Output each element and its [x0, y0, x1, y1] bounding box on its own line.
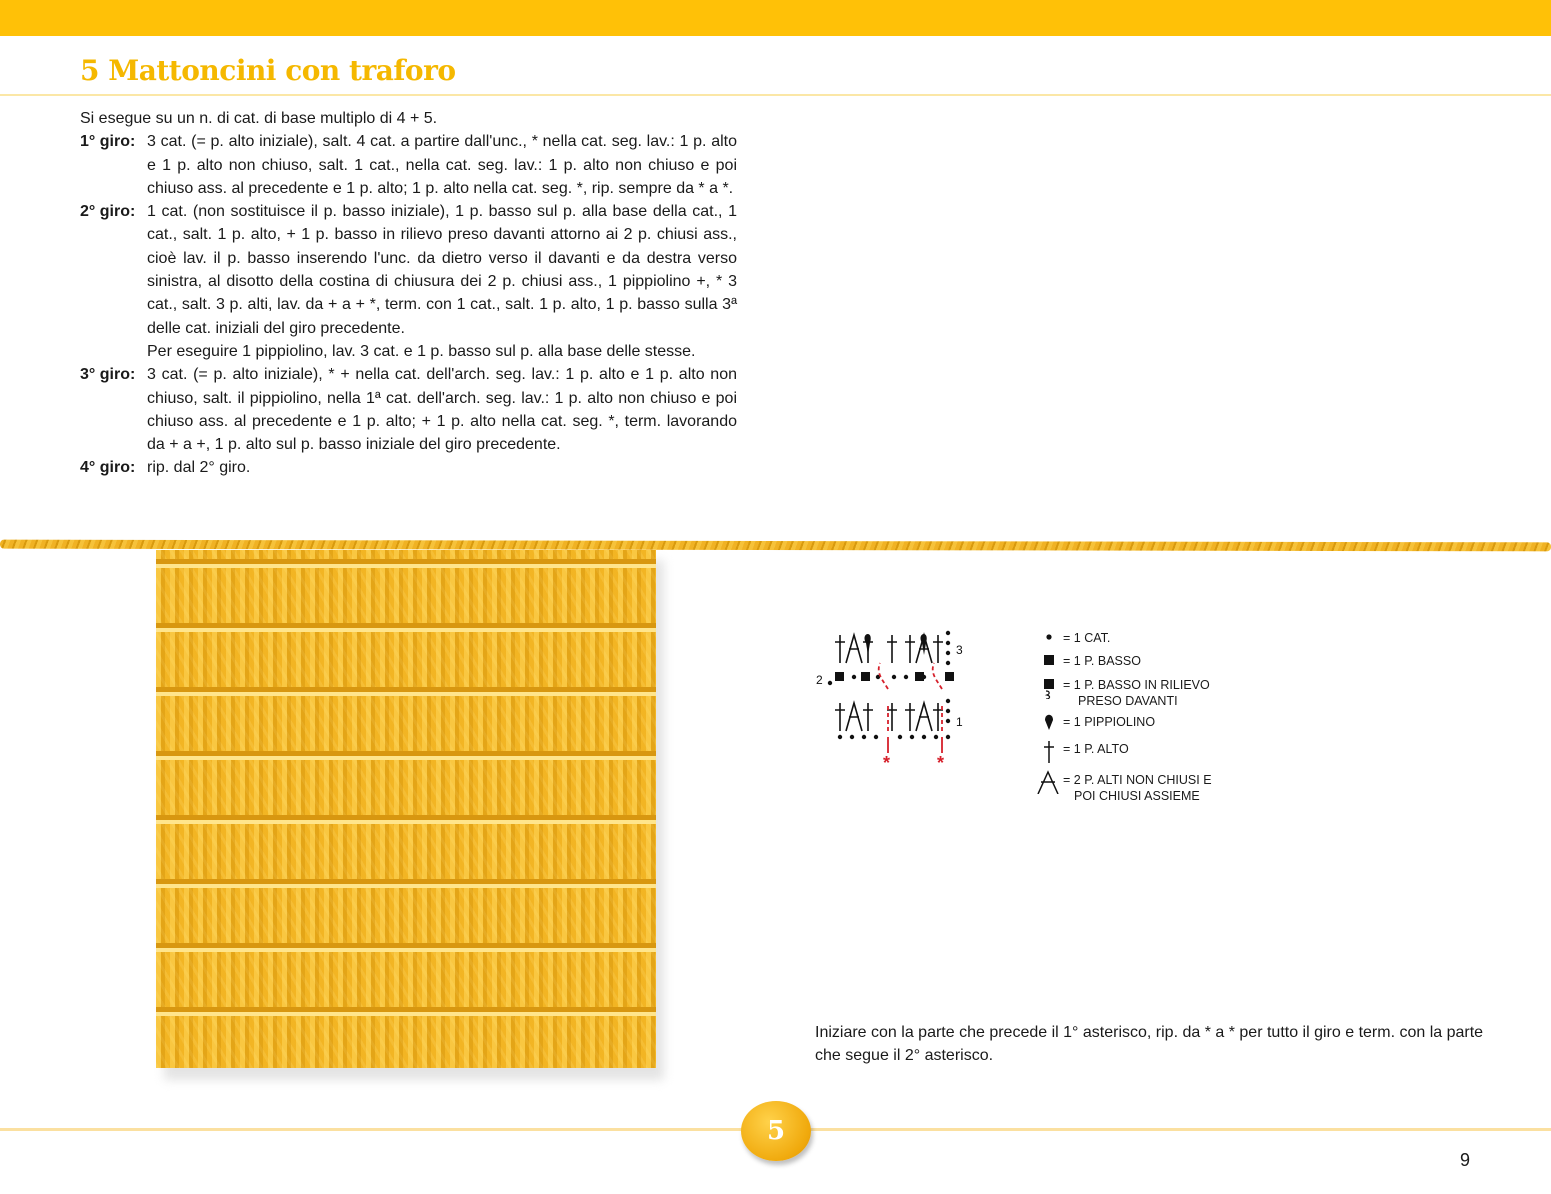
row-text: 1 cat. (non sostituisce il p. basso iniziale), 1 p. basso sul p. alla base della cat., 1 cat., salt. 1 p. alto, + 1 p. basso in rilievo preso davanti attorno ai 2 p. chiusi ass., cioè lav. il p. basso inserendo l'unc. da dietro verso il davanti e da destra verso sinistra, al disotto della costina di chiusura dei 2 p. chiusi ass., 1 pippiolino +, * 3 cat., salt. 3 p. alti, lav. da + a + *, term. con 1 cat., salt. 1 p. alto, 1 p. basso sulla 3ª delle cat. iniziali del giro precedente. — [147, 203, 737, 337]
cluster-symbol — [846, 635, 862, 663]
row-text: rip. dal 2° giro. — [147, 459, 251, 477]
double-crochet-symbol — [835, 635, 845, 663]
instruction-row-1 — [80, 130, 737, 200]
legend-label: = 1 CAT. — [1063, 631, 1111, 645]
row-text: Per eseguire 1 pippiolino, lav. 3 cat. e 1 p. basso sul p. alla base delle stesse. — [147, 342, 696, 360]
dot-icon — [1036, 628, 1060, 652]
chart-row-label-2: 2 — [816, 673, 823, 687]
top-color-bar — [0, 0, 1551, 36]
chart-row-1 — [835, 703, 943, 731]
intro-text: Si esegue su un n. di cat. di base multiplo di 4 + 5. — [80, 110, 438, 127]
picot-icon — [1036, 712, 1060, 736]
chart-picots — [864, 634, 926, 655]
double-crochet-symbol — [863, 703, 873, 731]
title-divider — [0, 94, 1551, 96]
filled-square-icon — [1036, 651, 1060, 675]
double-crochet-icon — [1036, 739, 1060, 763]
chart-note: Iniziare con la parte che precede il 1° asterisco, rip. da * a * per tutto il giro e term. con la parte che segue il 2° asterisco. — [815, 1024, 1484, 1064]
instruction-row-4 — [80, 456, 737, 479]
legend-label: = 1 P. BASSO IN RILIEVO — [1063, 678, 1210, 692]
legend-label: = 1 PIPPIOLINO — [1063, 715, 1156, 729]
row-label: 3° giro: — [80, 366, 136, 384]
chart-row-3 — [835, 635, 943, 663]
legend-label: = 1 P. ALTO — [1063, 742, 1129, 756]
yarn-ball-badge: 5 — [741, 1101, 811, 1161]
page-number: 9 — [1460, 1150, 1471, 1170]
row-label: 2° giro: — [80, 203, 136, 221]
instruction-row-3 — [80, 363, 737, 456]
legend-label: = 2 P. ALTI NON CHIUSI E — [1063, 773, 1212, 787]
legend-label: = 1 P. BASSO — [1063, 654, 1141, 668]
page-title: 5 Mattoncini con traforo — [80, 54, 456, 87]
front-post-square-icon — [1036, 675, 1060, 699]
instruction-row-2 — [80, 200, 737, 363]
double-crochet-symbol — [835, 703, 845, 731]
legend-label-cont: PRESO DAVANTI — [1078, 694, 1178, 708]
asterisk-marker-2: * — [937, 753, 945, 770]
double-crochet-symbol — [905, 635, 915, 663]
row-label: 1° giro: — [80, 133, 136, 151]
cluster-icon — [1036, 770, 1060, 794]
stitch-chart — [812, 625, 972, 770]
asterisk-marker-1: * — [883, 753, 891, 770]
legend-label-cont: POI CHIUSI ASSIEME — [1074, 789, 1200, 803]
crochet-swatch-photo — [156, 550, 656, 1068]
double-crochet-symbol — [887, 635, 897, 663]
chart-row-label-1: 1 — [956, 715, 963, 729]
instructions-block — [80, 107, 737, 480]
row-label: 4° giro: — [80, 459, 136, 477]
chart-chain-dots — [828, 631, 950, 739]
cluster-symbol — [916, 703, 932, 731]
chart-legend — [1036, 628, 1286, 818]
row-text: 3 cat. (= p. alto iniziale), salt. 4 cat. a partire dall'unc., * nella cat. seg. lav.: 1 p. alto e 1 p. alto non chiuso, salt. 1 cat., nella cat. seg. lav.: 1 p. alto non chiuso e poi chiuso ass. al precedente e 1 p. alto; 1 p. alto nella cat. seg. *, rip. sempre da * a *. — [147, 133, 737, 197]
chart-row-label-3: 3 — [956, 643, 963, 657]
double-crochet-symbol — [905, 703, 915, 731]
row-text: 3 cat. (= p. alto iniziale), * + nella cat. dell'arch. seg. lav.: 1 p. alto e 1 p. alto non chiuso, salt. il pippiolino, nella 1ª cat. dell'arch. seg. lav.: 1 p. alto non chiuso e poi chiuso ass. al precedente e 1 p. alto; + 1 p. alto nella cat. seg. *, term. lavorando da + a +, 1 p. alto sul p. basso iniziale del giro precedente. — [147, 366, 737, 454]
cluster-symbol — [846, 703, 862, 731]
double-crochet-symbol — [933, 635, 943, 663]
